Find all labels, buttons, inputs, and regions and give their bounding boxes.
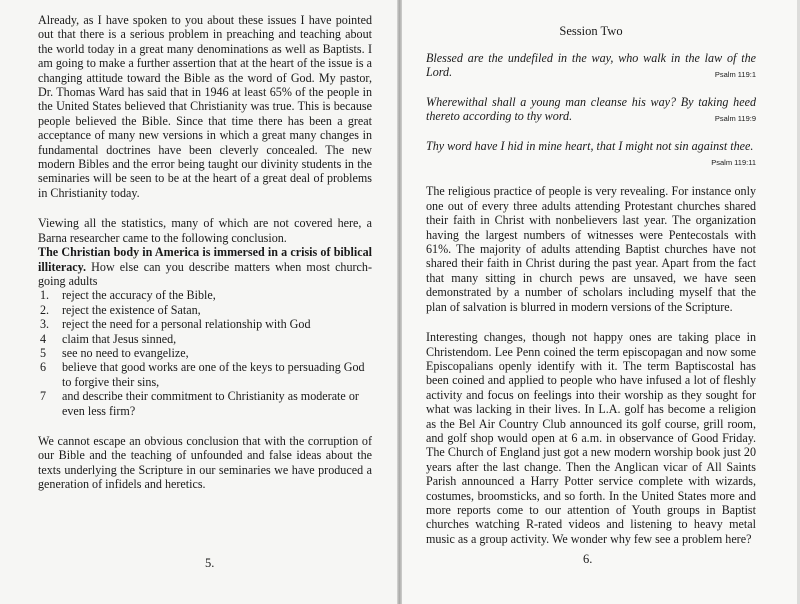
- left-paragraph-2: [38, 216, 372, 288]
- list-item-text: reject the need for a personal relationship with God: [62, 317, 311, 332]
- left-paragraph-3: We cannot escape an obvious conclusion that with the corruption of our Bible and the teaching of unfounded and false ideas about the texts underlying the Scripture in our seminaries we have produced a generation of infidels and heretics.: [38, 433, 372, 492]
- verse-quote: Thy word have I hid in mine heart, that I might not sin against thee.: [426, 138, 754, 153]
- list-item-number: 7: [40, 389, 47, 404]
- verse-quote: Blessed are the undefiled in the way, who walk in the law of the Lord.: [426, 51, 756, 80]
- list-item-text: believe that good works are one of the keys to persuading God to forgive their sins,: [62, 360, 365, 389]
- list-item-number: 6: [40, 360, 47, 375]
- list-item-text: reject the accuracy of the Bible,: [62, 288, 216, 303]
- verse-quote: Wherewithal shall a young man cleanse his way? By taking heed thereto according to thy word.: [426, 94, 756, 124]
- list-item: [38, 346, 372, 360]
- list-item-number: 1.: [40, 288, 50, 303]
- paragraph-2-intro: Viewing all the statistics, many of which are not covered here, a Barna researcher came to the following conclusion.: [38, 216, 372, 245]
- list-item-number: 3.: [40, 317, 50, 332]
- verse-reference: Psalm 119:9: [714, 114, 756, 124]
- book-gutter: [397, 0, 402, 604]
- list-item-text: claim that Jesus sinned,: [62, 331, 177, 346]
- list-item: [38, 332, 372, 346]
- right-paragraph-1: The religious practice of people is very revealing. For instance only one out of every three adults attending Protestant churches shared their faith in Christ with nonbelievers last year. The organization having the largest numbers of witnesses were Pentecostals with 61%. The majority of adults attending Baptist churches have not shared their faith in Christ during the past year. Apart from the fact that many sitting in church pews are unsaved, we have seen demonstrated by a number of scholars including myself that the plan of salvation is blurred in modern versions of the Scripture.: [426, 184, 756, 314]
- list-item-text: see no need to evangelize,: [62, 345, 189, 360]
- scripture-verse: [426, 51, 756, 83]
- list-item: [38, 360, 372, 389]
- verse-text: [426, 138, 756, 168]
- list-item: [38, 317, 372, 331]
- scripture-verse: [426, 139, 756, 171]
- list-item-number: 2.: [40, 302, 50, 317]
- left-paragraph-1: Already, as I have spoken to you about these issues I have pointed out that there is a serious problem in preaching and teaching about the world today in a great many denominations as well as Baptists. I am going to make a further assertion that at the heart of the issue is a changing attitude toward the Bible as the word of God. My pastor, Dr. Thomas Ward has said that in 1946 at least 65% of the people in the United States believed that Christianity was true. This is because people believed the Bible. Since that time there has been a great acceptance of many new versions in which a great many changes in fundamental doctrines have been cleverly concealed. The new modern Bibles and the error being taught our divinity students in the seminaries will be seen to be at the heart of a great deal of problems in Christianity today.: [38, 13, 372, 200]
- verse-text: [426, 51, 756, 80]
- left-page-number: 5.: [205, 556, 215, 570]
- paragraph-2-bold-statement: The Christian body in America is immersed in a crisis of biblical illiteracy.: [38, 245, 372, 274]
- scripture-verse: [426, 95, 756, 127]
- paragraph-2-rest: How else can you describe matters when most church-going adults: [38, 259, 372, 288]
- right-page-number: 6.: [583, 552, 593, 566]
- numbered-list: [38, 288, 372, 418]
- list-item-number: 4: [40, 331, 47, 346]
- list-item: [38, 389, 372, 418]
- right-paragraph-2: Interesting changes, though not happy ones are taking place in Christendom. Lee Penn coined the term episcopagan and now some Episcopalians openly identify with it. The term Baptiscostal has been coined and applied to people who have infused a lot of fleshly activity and focus on feelings into their worship as they sought for what was lacking in their lives. In L.A. golf has become a religion as the Bel Air Country Club announced its golf course, grill room, and golf shop would open at 6 a.m. in observance of Good Friday. The Church of England just got a new modern worship book just 20 years after the last change. Then the Anglican vicar of All Saints Parish announced a Harry Potter service complete with wizards, costumes, broomsticks, and so forth. In the United States more and more reports come to our attention of Youth groups in Baptist churches watching R-rated videos and listening to heavy metal music as a group activity. We wonder why few see a problem here?: [426, 330, 756, 546]
- list-item-text: and describe their commitment to Christianity as moderate or even less firm?: [62, 389, 359, 418]
- left-page-text: [38, 13, 372, 492]
- verse-reference: Psalm 119:1: [714, 70, 756, 80]
- list-item-text: reject the existence of Satan,: [62, 302, 201, 317]
- list-item-number: 5: [40, 345, 47, 360]
- verse-reference: Psalm 119:11: [711, 158, 756, 168]
- verse-text: [426, 95, 756, 124]
- right-page-text: [426, 24, 756, 546]
- list-item: [38, 303, 372, 317]
- list-item: [38, 288, 372, 302]
- session-heading: Session Two: [559, 24, 623, 38]
